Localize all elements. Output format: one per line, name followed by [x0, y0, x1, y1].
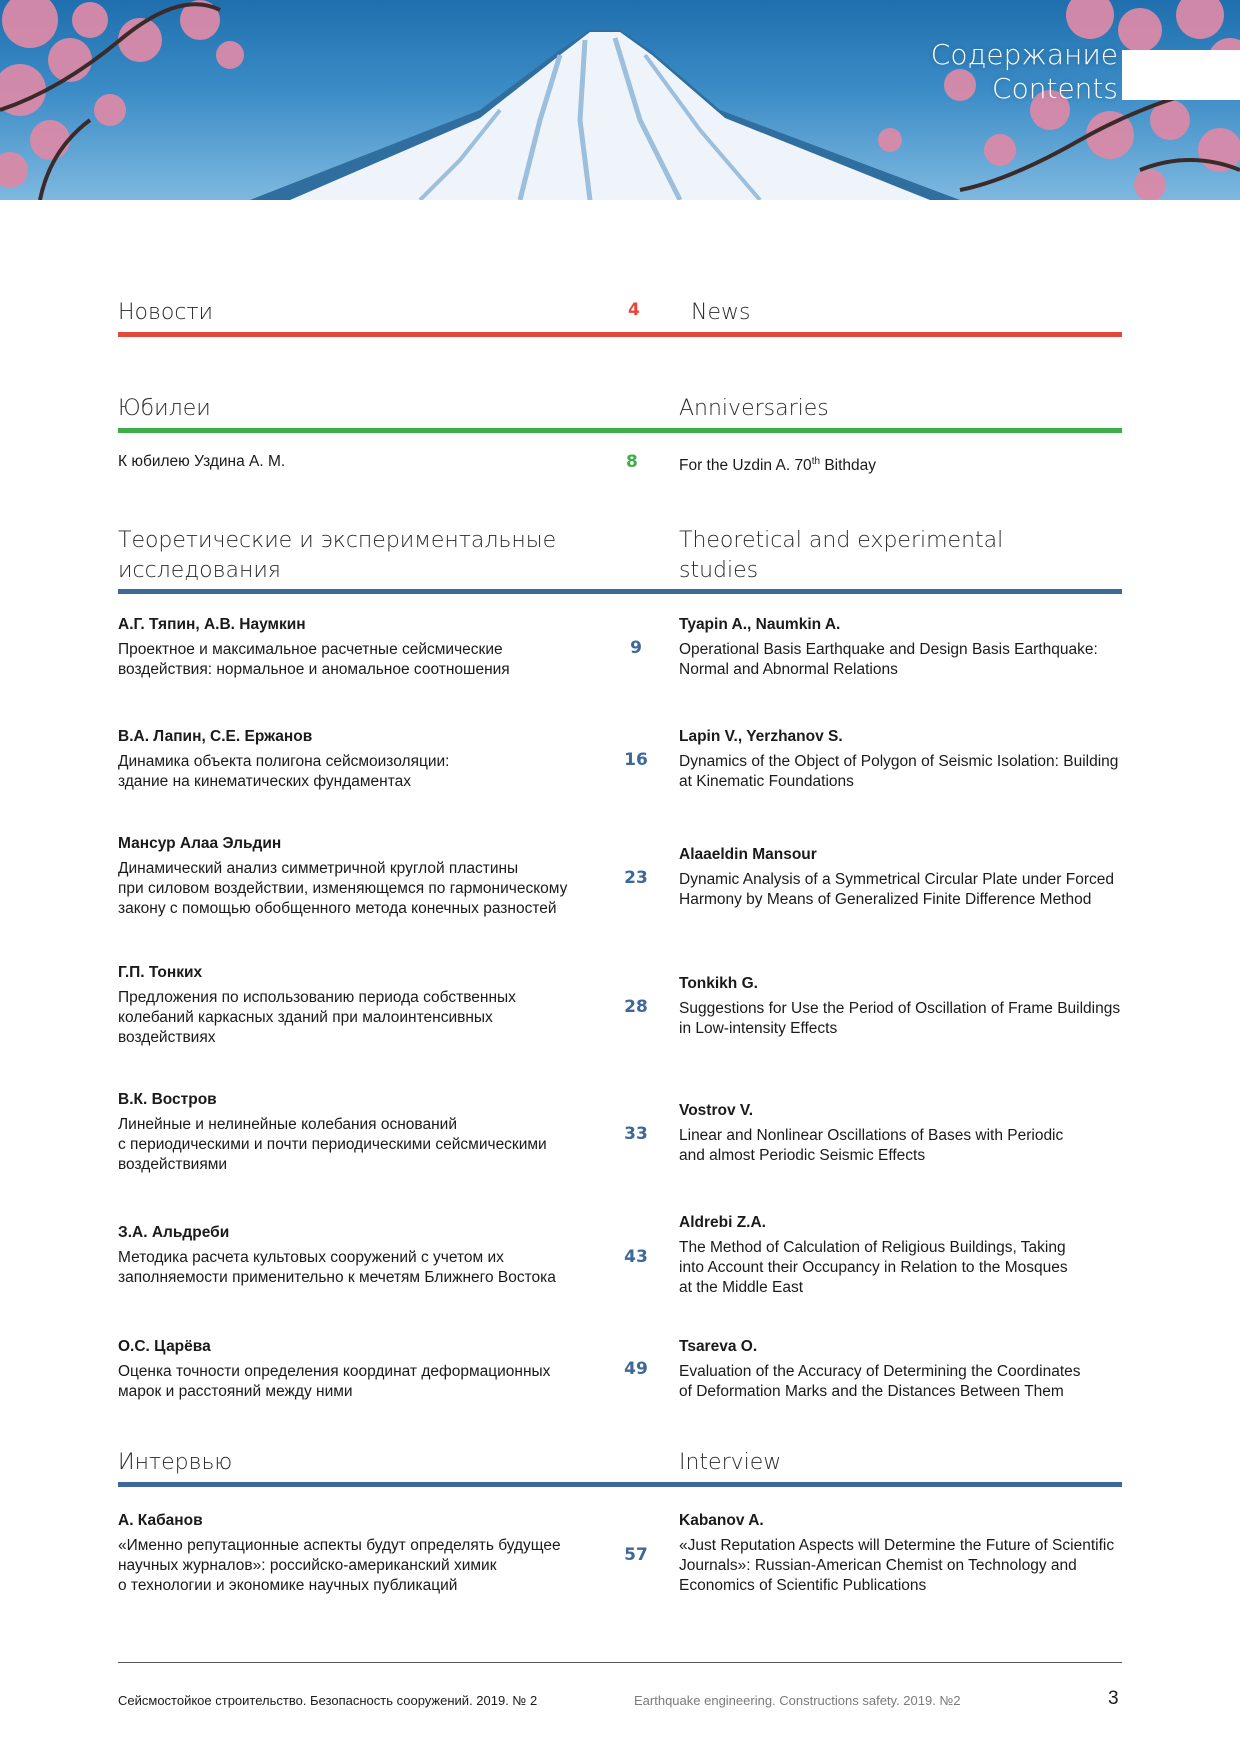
article-author-en: Tonkikh G. [679, 975, 758, 992]
article-ru: В.К. Востров Линейные и нелинейные колебания оснований с периодическими и почти периодическими сейсмическими воздействиями [118, 1090, 588, 1175]
section-news-page[interactable]: 4 [628, 300, 640, 320]
article-author-en: Tyapin A., Naumkin A. [679, 616, 841, 633]
footer-page-number: 3 [1108, 1688, 1119, 1709]
article-entry[interactable] [118, 834, 1122, 924]
section-anniversaries-ru: Юбилеи [118, 396, 211, 421]
article-author-ru: О.С. Царёва [118, 1338, 211, 1355]
article-author-ru: З.А. Альдреби [118, 1224, 230, 1241]
article-entry[interactable] [118, 615, 1122, 685]
article-page[interactable]: 16 [624, 750, 648, 770]
article-author-en: Lapin V., Yerzhanov S. [679, 728, 843, 745]
article-author-ru: Г.П. Тонких [118, 964, 203, 981]
article-entry[interactable] [118, 1090, 1122, 1180]
article-en: Lapin V., Yerzhanov S. Dynamics of the Object of Polygon of Seismic Isolation: Building at Kinematic Foundations [679, 727, 1124, 792]
section-interview-ru: Интервью [118, 1450, 233, 1475]
section-interview [118, 1448, 1122, 1488]
article-author-en: Vostrov V. [679, 1102, 754, 1119]
article-ru: Мансур Алаа Эльдин Динамический анализ симметричной круглой пластины при силовом воздействии, изменяющемся по гармоническому закону с помощью обобщенного метода конечных разностей [118, 834, 588, 919]
section-anniversaries [118, 394, 1122, 434]
header-banner [0, 0, 1240, 200]
section-studies-ru: Теоретические и экспериментальные исследования [118, 528, 557, 583]
article-ru: А.Г. Тяпин, А.В. Наумкин Проектное и максимальное расчетные сейсмические воздействия: нормальное и аномальное соотношения [118, 615, 588, 680]
anniversary-entry[interactable] [118, 452, 1122, 476]
article-page[interactable]: 23 [624, 868, 648, 888]
article-en: Tonkikh G. Suggestions for Use the Period of Oscillation of Frame Buildings in Low-intensity Effects [679, 974, 1124, 1039]
article-author-en: Alaaeldin Mansour [679, 846, 817, 863]
interview-author-ru: А. Кабанов [118, 1512, 203, 1529]
article-en: Tyapin A., Naumkin A. Operational Basis Earthquake and Design Basis Earthquake: Normal and Abnormal Relations [679, 615, 1124, 680]
article-en: Tsareva O. Evaluation of the Accuracy of Determining the Coordinates of Deformation Marks and the Distances Between Them [679, 1337, 1124, 1402]
section-news-ru: Новости [118, 300, 214, 325]
article-ru: В.А. Лапин, С.Е. Ержанов Динамика объекта полигона сейсмоизоляции: здание на кинематических фундаментах [118, 727, 588, 792]
article-entry[interactable] [118, 963, 1122, 1053]
article-author-ru: Мансур Алаа Эльдин [118, 835, 282, 852]
article-en: Aldrebi Z.A. The Method of Calculation of Religious Buildings, Taking into Account their Occupancy in Relation to the Mosques at the Middle East [679, 1213, 1124, 1298]
article-page[interactable]: 49 [624, 1359, 648, 1379]
section-anniversaries-en: Anniversaries [679, 396, 829, 421]
interview-en: Kabanov A. «Just Reputation Aspects will Determine the Future of Scientific Journals»: Russian-American Chemist on Technology and Economics of Scientific Publications [679, 1511, 1124, 1596]
page-title-en: Contents [992, 72, 1118, 105]
interview-entry[interactable] [118, 1511, 1122, 1601]
section-news-rule [118, 332, 1122, 337]
section-news [118, 298, 1122, 338]
article-entry[interactable] [118, 1337, 1122, 1407]
anniversary-title-en: For the Uzdin A. 70th Bithday [679, 456, 877, 475]
interview-ru: А. Кабанов «Именно репутационные аспекты будут определять будущее научных журналов»: российско-американский химик о технологии и экономике научных публикаций [118, 1511, 588, 1596]
article-en: Alaaeldin Mansour Dynamic Analysis of a Symmetrical Circular Plate under Forced Harmony by Means of Generalized Finite Difference Method [679, 845, 1124, 910]
article-page[interactable]: 9 [630, 638, 642, 658]
article-page[interactable]: 33 [624, 1124, 648, 1144]
article-author-ru: В.А. Лапин, С.Е. Ержанов [118, 728, 313, 745]
article-entry[interactable] [118, 727, 1122, 797]
article-author-en: Aldrebi Z.A. [679, 1214, 766, 1231]
footer-journal-en: Earthquake engineering. Constructions safety. 2019. №2 [634, 1693, 961, 1708]
header-tab [1122, 50, 1240, 100]
article-ru: З.А. Альдреби Методика расчета культовых сооружений с учетом их заполняемости применительно к мечетям Ближнего Востока [118, 1223, 588, 1288]
article-author-en: Tsareva O. [679, 1338, 758, 1355]
section-studies-en: Theoretical and experimental studies [679, 528, 1004, 583]
section-news-en: News [691, 300, 751, 325]
article-en: Vostrov V. Linear and Nonlinear Oscillations of Bases with Periodic and almost Periodic Seismic Effects [679, 1101, 1124, 1166]
interview-author-en: Kabanov A. [679, 1512, 764, 1529]
section-studies [118, 526, 1122, 596]
section-anniversaries-rule [118, 428, 1122, 433]
page-title-ru: Содержание [930, 38, 1118, 71]
footer-journal-ru: Сейсмостойкое строительство. Безопасность сооружений. 2019. № 2 [118, 1693, 538, 1708]
anniversary-title-ru: К юбилею Уздина А. М. [118, 453, 286, 470]
section-interview-en: Interview [679, 1450, 782, 1475]
article-ru: О.С. Царёва Оценка точности определения координат деформационных марок и расстояний между ними [118, 1337, 588, 1402]
footer-divider [118, 1662, 1122, 1663]
article-page[interactable]: 28 [624, 997, 648, 1017]
article-ru: Г.П. Тонких Предложения по использованию периода собственных колебаний каркасных зданий при малоинтенсивных воздействиях [118, 963, 588, 1048]
article-author-ru: А.Г. Тяпин, А.В. Наумкин [118, 616, 306, 633]
article-entry[interactable] [118, 1213, 1122, 1303]
interview-page[interactable]: 57 [624, 1545, 648, 1565]
article-page[interactable]: 43 [624, 1247, 648, 1267]
page-title [931, 38, 1118, 106]
section-interview-rule [118, 1482, 1122, 1487]
anniversary-page[interactable]: 8 [626, 452, 638, 472]
article-author-ru: В.К. Востров [118, 1091, 217, 1108]
section-studies-rule [118, 589, 1122, 594]
